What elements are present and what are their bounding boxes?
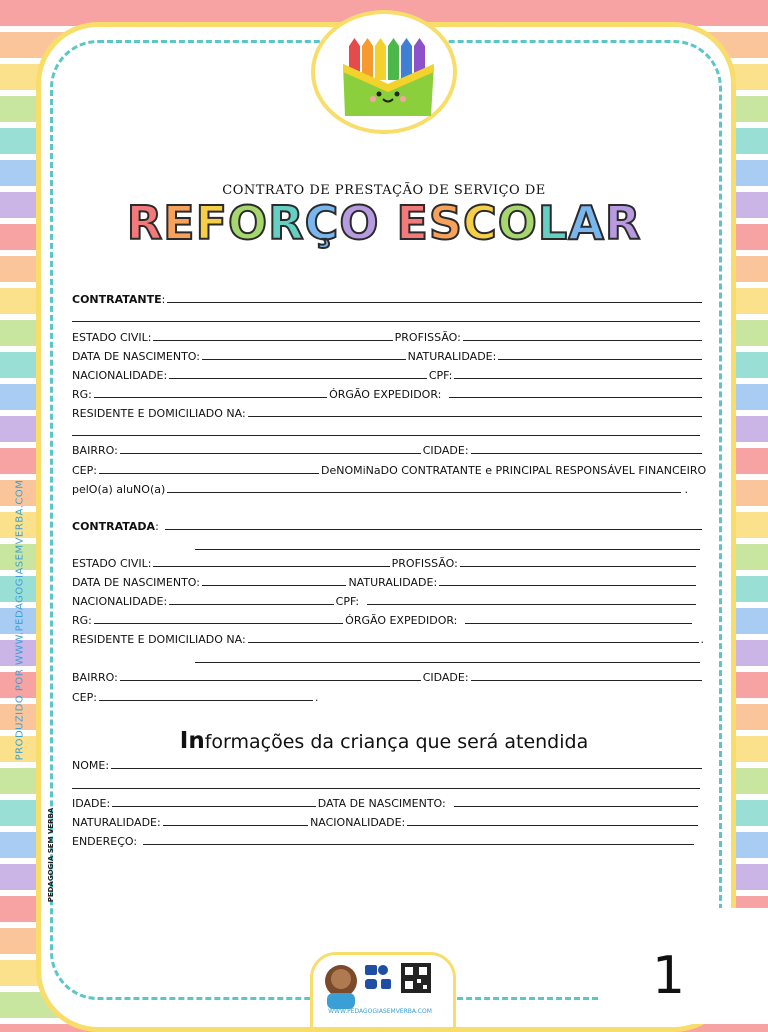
contratada-field-line2[interactable] xyxy=(195,549,700,550)
child-endereco-row xyxy=(72,832,704,848)
title-letter: E xyxy=(163,196,196,250)
residente-field-line2[interactable] xyxy=(195,662,700,663)
cpf-field[interactable] xyxy=(454,378,702,379)
residente-label: RESIDENTE E DOMICILIADO NA: xyxy=(72,407,246,420)
data-nascimento-field[interactable] xyxy=(202,359,406,360)
footer-badge xyxy=(310,952,456,1030)
profissao-field[interactable] xyxy=(463,340,702,341)
nome-field-line2[interactable] xyxy=(72,788,700,789)
cep-label: CEP: xyxy=(72,464,97,477)
contratada-bairro-row xyxy=(72,668,704,684)
contratada-rg-row xyxy=(72,611,704,627)
contratante-label: CONTRATANTE xyxy=(72,293,162,306)
title-letter: F xyxy=(195,196,229,250)
estado-civil-field[interactable] xyxy=(153,340,392,341)
title-letter: E xyxy=(396,196,429,250)
naturalidade-field[interactable] xyxy=(498,359,702,360)
title-letter: R xyxy=(604,196,642,250)
profissao-field[interactable] xyxy=(460,566,696,567)
nacionalidade-label: NACIONALIDADE: xyxy=(72,595,168,608)
title-letter: O xyxy=(497,196,538,250)
estado-civil-field[interactable] xyxy=(153,566,389,567)
idade-field[interactable] xyxy=(112,806,316,807)
contratante-estado-row xyxy=(72,328,704,344)
data-nascimento-field[interactable] xyxy=(454,806,698,807)
child-idade-row xyxy=(72,794,704,810)
cidade-label: CIDADE: xyxy=(422,671,469,684)
title-letter: L xyxy=(537,196,569,250)
cidade-field[interactable] xyxy=(471,453,702,454)
author-avatar-icon xyxy=(313,955,453,1011)
rg-field[interactable] xyxy=(94,623,343,624)
residente-label: RESIDENTE E DOMICILIADO NA: xyxy=(72,633,246,646)
rg-field[interactable] xyxy=(94,397,327,398)
title-letter: A xyxy=(568,196,605,250)
end-dot: . xyxy=(700,633,704,646)
orgao-label: ÓRGÃO EXPEDIDOR: xyxy=(329,388,442,401)
naturalidade-label: NATURALIDADE: xyxy=(348,576,438,589)
contratada-nac-row xyxy=(72,592,704,608)
profissao-label: PROFISSÃO: xyxy=(394,331,461,344)
contratada-residente-row xyxy=(72,630,704,646)
title-letter xyxy=(379,196,396,250)
colon: : xyxy=(155,520,159,533)
orgao-field[interactable] xyxy=(465,623,692,624)
rg-label: RG: xyxy=(72,388,92,401)
page-number-box xyxy=(600,908,768,1024)
contratante-bairro-row xyxy=(72,441,704,457)
contratada-label: CONTRATADA xyxy=(72,520,156,533)
nacionalidade-field[interactable] xyxy=(169,604,333,605)
title-letter: O xyxy=(228,196,269,250)
nome-field[interactable] xyxy=(111,768,702,769)
cidade-label: CIDADE: xyxy=(422,444,469,457)
end-dot: . xyxy=(684,483,688,496)
contratada-nasc-row xyxy=(72,573,704,589)
data-nascimento-field[interactable] xyxy=(202,585,346,586)
idade-label: IDADE: xyxy=(72,797,111,810)
page-number: 1 xyxy=(652,946,686,1006)
crayon-box-logo xyxy=(341,36,436,118)
title-letter: S xyxy=(428,196,464,250)
title-letter: O xyxy=(339,196,380,250)
bairro-label: BAIRRO: xyxy=(72,444,118,457)
cpf-field[interactable] xyxy=(367,604,696,605)
contratante-rg-row xyxy=(72,385,704,401)
contratada-estado-row xyxy=(72,554,704,570)
brand-vertical: PEDAGOGIA SEM VERBA xyxy=(47,807,55,903)
naturalidade-label: NATURALIDADE: xyxy=(72,816,161,829)
nacionalidade-field[interactable] xyxy=(169,378,427,379)
title-letter: R xyxy=(126,196,164,250)
sidebar-url: PRODUZIDO POR WWW.PEDAGOGIASEMVERBA.COM xyxy=(14,479,26,761)
end-dot: . xyxy=(314,691,319,704)
residente-field-line2[interactable] xyxy=(72,435,700,436)
page-title xyxy=(0,196,768,250)
bairro-label: BAIRRO: xyxy=(72,671,118,684)
contract-subtitle: CONTRATO DE PRESTAÇÃO DE SERVIÇO DE xyxy=(222,183,546,198)
estado-civil-label: ESTADO CIVIL: xyxy=(72,331,152,344)
rg-label: RG: xyxy=(72,614,92,627)
footer-url: WWW.PEDAGOGIASEMVERBA.COM xyxy=(328,1008,432,1015)
contratante-cep-row xyxy=(72,461,707,477)
endereco-label: ENDEREÇO: xyxy=(72,835,138,848)
data-nascimento-label: DATA DE NASCIMENTO: xyxy=(72,576,200,589)
residente-field[interactable] xyxy=(248,416,702,417)
residente-field[interactable] xyxy=(248,642,699,643)
naturalidade-field[interactable] xyxy=(163,825,308,826)
estado-civil-label: ESTADO CIVIL: xyxy=(72,557,152,570)
data-nascimento-label: DATA DE NASCIMENTO: xyxy=(72,350,200,363)
colon: : xyxy=(161,293,166,306)
orgao-field[interactable] xyxy=(449,397,702,398)
contratante-aluno-row xyxy=(72,480,704,496)
cep-field[interactable] xyxy=(99,473,319,474)
data-nascimento-label: DATA DE NASCIMENTO: xyxy=(317,797,446,810)
nacionalidade-label: NACIONALIDADE: xyxy=(72,369,168,382)
title-letter: C xyxy=(463,196,498,250)
aluno-field[interactable] xyxy=(167,492,680,493)
child-nat-row xyxy=(72,813,704,829)
naturalidade-field[interactable] xyxy=(439,585,696,586)
cidade-field[interactable] xyxy=(471,680,702,681)
contratante-field[interactable] xyxy=(167,302,702,303)
title-letter: Ç xyxy=(304,196,340,250)
cpf-label: CPF: xyxy=(428,369,453,382)
contratante-field-line2[interactable] xyxy=(72,321,700,322)
contratante-residente-row xyxy=(72,404,704,420)
title-initial: In xyxy=(179,728,205,754)
child-nome-row xyxy=(72,756,704,772)
contratada-cep-row xyxy=(72,688,704,704)
child-section-title xyxy=(0,728,768,754)
aluno-label: pelO(a) aluNO(a) xyxy=(72,483,166,496)
cpf-label: CPF: xyxy=(335,595,360,608)
endereco-field[interactable] xyxy=(143,844,694,845)
contratada-row xyxy=(72,517,704,533)
title-rest: formações da criança que será atendida xyxy=(204,731,589,753)
naturalidade-label: NATURALIDADE: xyxy=(407,350,497,363)
bairro-field[interactable] xyxy=(120,680,421,681)
nacionalidade-field[interactable] xyxy=(407,825,698,826)
title-letter: R xyxy=(268,196,305,250)
bairro-field[interactable] xyxy=(120,453,421,454)
cep-label: CEP: xyxy=(72,691,97,704)
contratada-field[interactable] xyxy=(165,529,702,530)
contratante-row xyxy=(72,290,704,306)
orgao-label: ÓRGÃO EXPEDIDOR: xyxy=(345,614,458,627)
profissao-label: PROFISSÃO: xyxy=(391,557,458,570)
cep-field[interactable] xyxy=(99,700,313,701)
nacionalidade-label: NACIONALIDADE: xyxy=(310,816,406,829)
nome-label: NOME: xyxy=(72,759,110,772)
contratante-nasc-row xyxy=(72,347,704,363)
contratante-nac-row xyxy=(72,366,704,382)
denominado-text: DeNOMiNaDO CONTRATANTE e PRINCIPAL RESPONSÁVEL FINANCEIRO xyxy=(320,464,707,477)
